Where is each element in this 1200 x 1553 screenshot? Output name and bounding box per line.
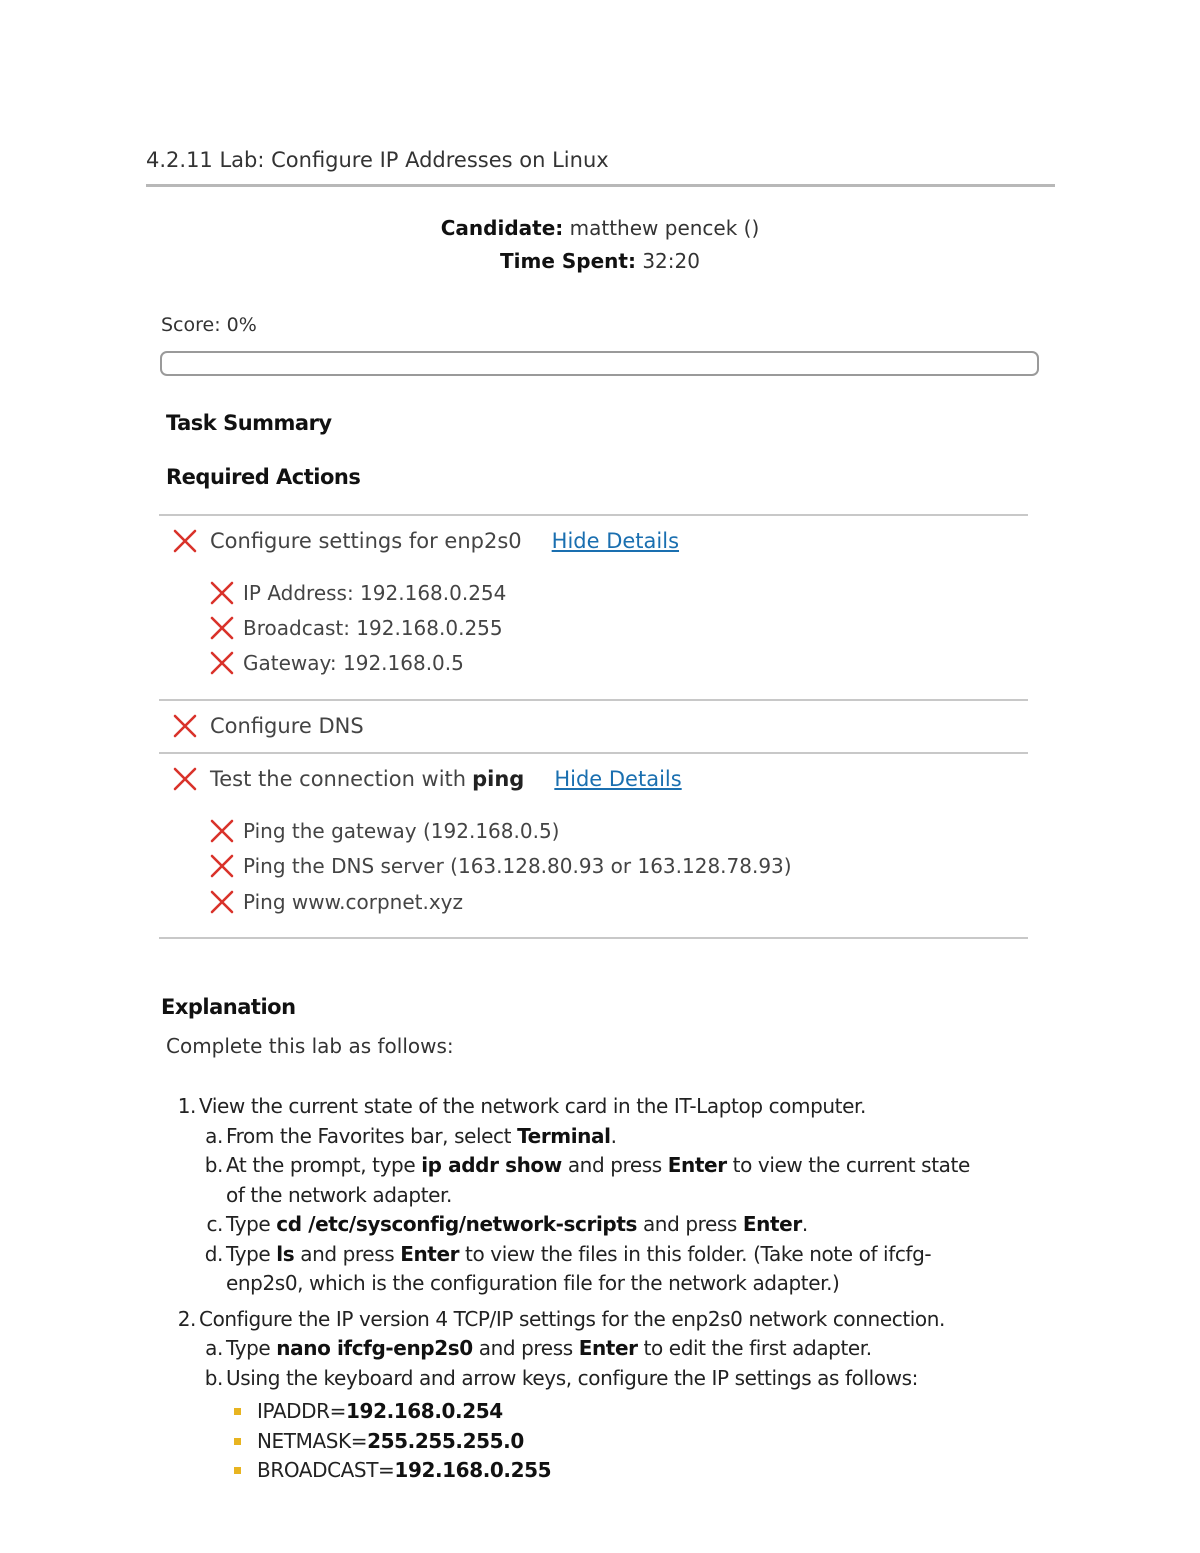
detail-item — [209, 615, 503, 641]
fail-x-icon — [209, 650, 235, 676]
detail-item — [209, 580, 506, 606]
detail-item — [209, 853, 792, 879]
setting-bullet: IPADDR= 192.168.0.254 — [166, 1397, 970, 1427]
fail-x-icon — [209, 615, 235, 641]
explanation-heading: Explanation — [161, 995, 296, 1019]
detail-label: Ping the DNS server (163.128.80.93 or 163.128.78.93) — [243, 854, 792, 878]
step-1c: c. Type cd /etc/sysconfig/network-scripts and press Enter. — [206, 1212, 808, 1236]
explanation-intro: Complete this lab as follows: — [166, 1034, 454, 1058]
action-label-code: ping — [472, 767, 525, 791]
step-1b: b. At the prompt, type ip addr show and press Enter to view the current state — [204, 1153, 970, 1177]
bullet-square-icon — [234, 1467, 241, 1474]
step-1d-cont: enp2s0, which is the configuration file for the network adapter.) — [226, 1271, 840, 1295]
detail-item — [209, 889, 463, 915]
required-actions-heading: Required Actions — [166, 465, 361, 489]
setting-bullet: BROADCAST= 192.168.0.255 — [166, 1456, 970, 1486]
action-test-ping — [172, 766, 682, 792]
explanation-steps — [166, 1092, 970, 1486]
step-1d: d. Type ls and press Enter to view the files in this folder. (Take note of ifcfg- — [204, 1241, 932, 1266]
step-1: 1. View the current state of the network card in the IT-Laptop computer. — [177, 1094, 866, 1118]
fail-x-icon — [172, 713, 198, 739]
candidate-value: matthew pencek () — [569, 216, 760, 240]
score-text: Score: 0% — [161, 314, 257, 336]
divider — [159, 514, 1028, 516]
time-spent-value: 32:20 — [642, 249, 700, 273]
time-spent-line — [0, 249, 1200, 273]
step-1b-cont: of the network adapter. — [226, 1182, 452, 1207]
divider — [159, 699, 1028, 701]
bullet-square-icon — [234, 1408, 241, 1415]
action-label: Configure DNS — [210, 714, 364, 738]
detail-label: Ping www.corpnet.xyz — [243, 890, 463, 914]
step-1a: a. From the Favorites bar, select Terminal. — [205, 1123, 617, 1148]
divider — [159, 752, 1028, 754]
step-2: 2. Configure the IP version 4 TCP/IP settings for the enp2s0 network connection. — [177, 1306, 945, 1331]
fail-x-icon — [209, 889, 235, 915]
detail-item — [209, 650, 464, 676]
fail-x-icon — [209, 818, 235, 844]
fail-x-icon — [172, 528, 198, 554]
page-title: 4.2.11 Lab: Configure IP Addresses on Linux — [146, 148, 609, 172]
detail-label: Gateway: 192.168.0.5 — [243, 651, 464, 675]
action-label: Configure settings for enp2s0 — [210, 529, 522, 553]
step-2a: a. Type nano ifcfg-enp2s0 and press Enter to edit the first adapter. — [205, 1336, 872, 1360]
detail-label: Broadcast: 192.168.0.255 — [243, 616, 503, 640]
action-label: Test the connection with — [210, 767, 467, 791]
fail-x-icon — [209, 580, 235, 606]
bullet-square-icon — [234, 1438, 241, 1445]
divider — [159, 937, 1028, 939]
step-2b: b. Using the keyboard and arrow keys, configure the IP settings as follows: — [204, 1365, 918, 1390]
detail-item — [209, 818, 559, 844]
fail-x-icon — [209, 853, 235, 879]
candidate-line — [0, 216, 1200, 240]
candidate-label: Candidate: — [440, 216, 564, 240]
action-configure-dns — [172, 713, 364, 739]
hide-details-link[interactable]: Hide Details — [551, 529, 680, 553]
task-summary-heading: Task Summary — [166, 411, 332, 435]
fail-x-icon — [172, 766, 198, 792]
score-progress-bar — [160, 351, 1039, 376]
detail-label: IP Address: 192.168.0.254 — [243, 581, 507, 605]
time-spent-label: Time Spent: — [500, 249, 636, 273]
hide-details-link[interactable]: Hide Details — [554, 767, 682, 791]
title-divider — [146, 184, 1055, 187]
action-configure-enp2s0 — [172, 528, 679, 554]
setting-bullet: NETMASK= 255.255.255.0 — [166, 1427, 970, 1457]
detail-label: Ping the gateway (192.168.0.5) — [243, 819, 560, 843]
